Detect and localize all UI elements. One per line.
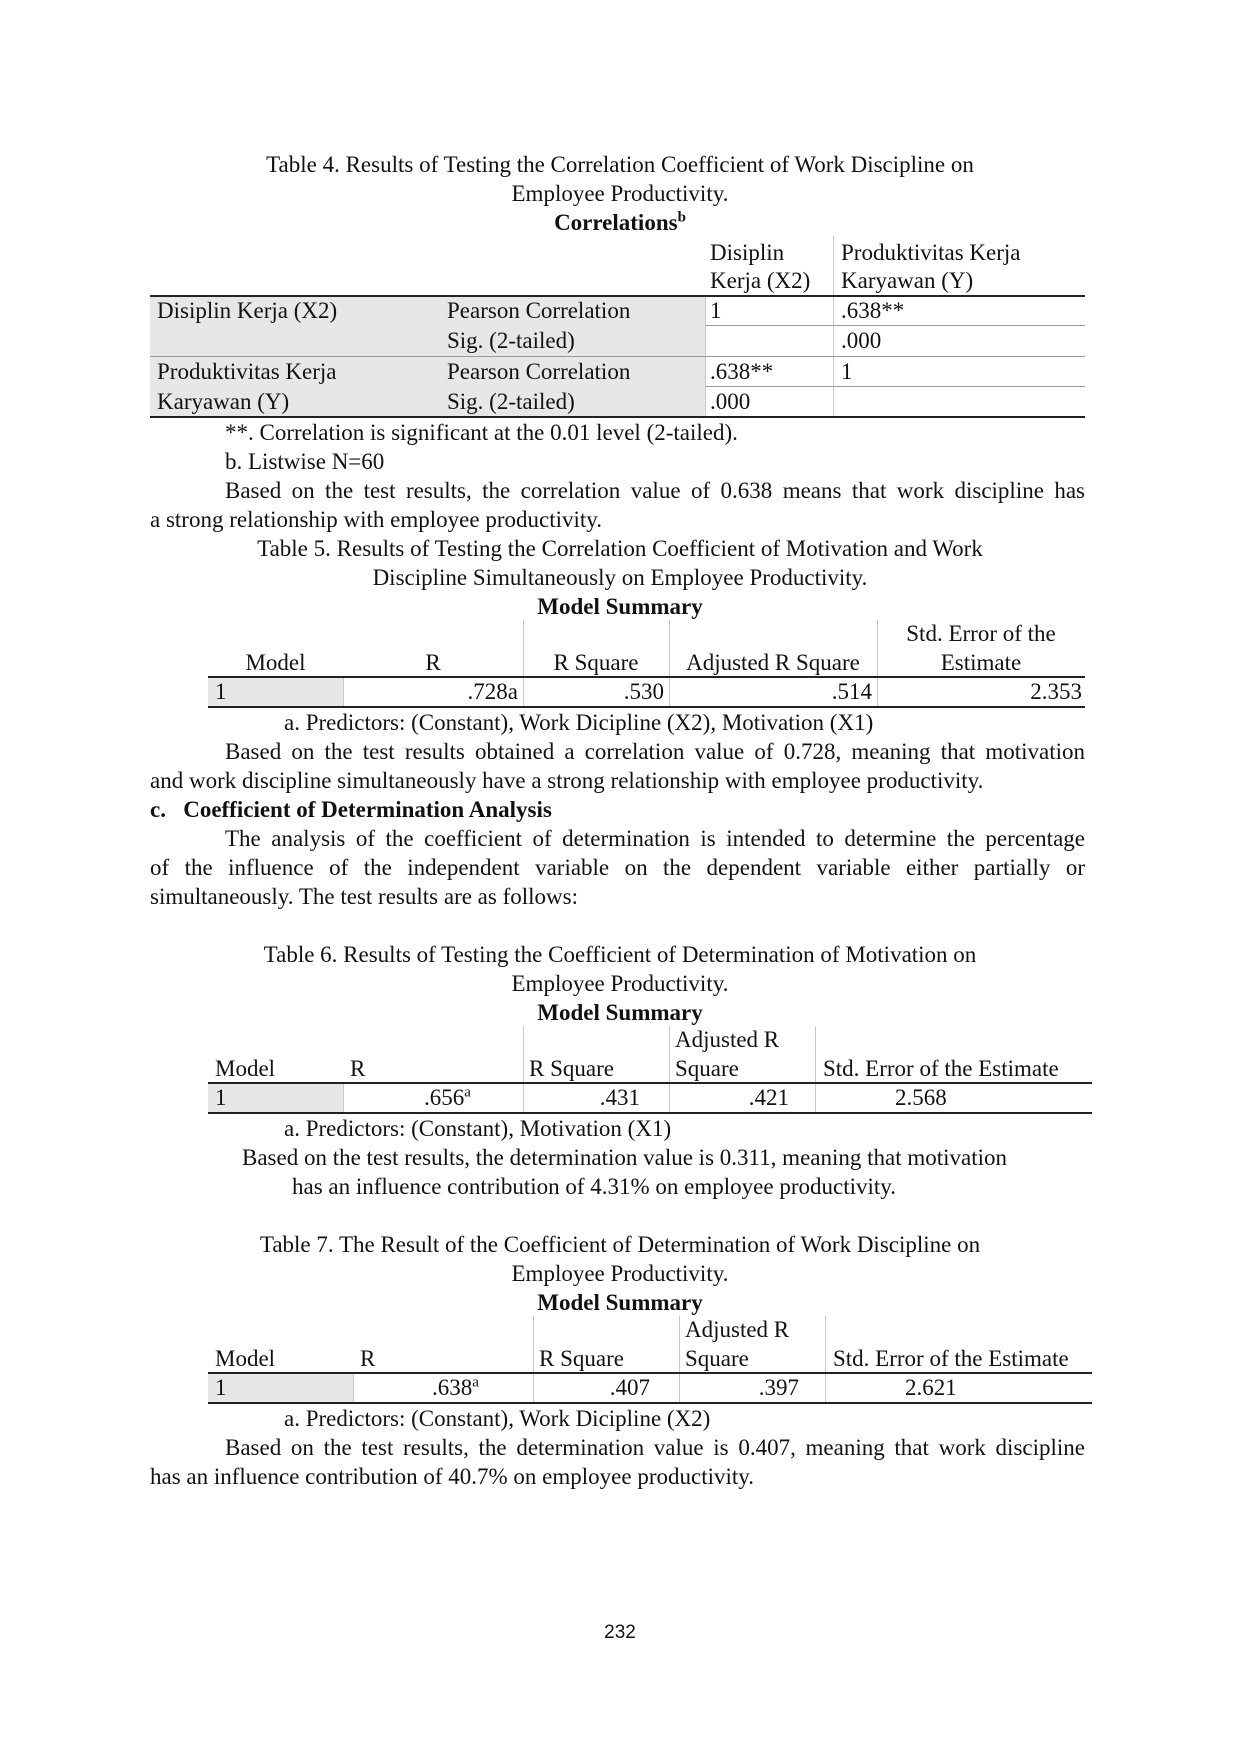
table7-model: 1 (215, 1375, 227, 1400)
table4-row2-sig-label: Sig. (2-tailed) (447, 389, 575, 414)
table5-header-rsquare: R Square (553, 650, 639, 675)
table4-r2-pearson-y: 1 (841, 359, 853, 384)
table6-model: 1 (215, 1085, 227, 1110)
table4-col-y-line2: Karyawan (Y) (841, 268, 974, 293)
table7-header-adjusted-line2: Square (685, 1346, 749, 1371)
table7-col-divider (353, 1373, 354, 1402)
table4-r1-pearson-y: .638** (841, 298, 905, 323)
table6-model-shade (208, 1083, 343, 1112)
page-number: 232 (604, 1622, 636, 1643)
table5-model: 1 (215, 679, 227, 704)
para1-line2: a strong relationship with employee productivity. (150, 507, 603, 532)
table4-r2-sig-x2: .000 (710, 389, 751, 414)
table4-col-divider (705, 297, 706, 417)
table4-row1-pearson-label: Pearson Correlation (447, 298, 631, 323)
table5-header-std-line2: Estimate (940, 650, 1022, 675)
table6-caption-line1: Table 6. Results of Testing the Coefficient of Determination of Motivation on (263, 942, 977, 967)
table7-std: 2.621 (905, 1375, 957, 1400)
table6-header-rsquare: R Square (529, 1056, 614, 1081)
para3-line2: has an influence contribution of 4.31% on employee productivity. (292, 1174, 897, 1199)
table4-title: Correlations$^b$ (554, 209, 686, 235)
table5-title: Model Summary (537, 594, 703, 619)
table7-header-r: R (360, 1346, 376, 1371)
table6-header-adjusted-line1: Adjusted R (675, 1027, 780, 1052)
table4-col-x2-line1: Disiplin (710, 240, 785, 265)
table7-caption-line2: Employee Productivity. (511, 1261, 729, 1286)
table6-header-adjusted-line2: Square (675, 1056, 739, 1081)
table6-header-r: R (350, 1056, 366, 1081)
table7-title: Model Summary (537, 1290, 703, 1315)
table4-col-x2-line2: Kerja (X2) (710, 268, 811, 293)
table7-header-rsquare: R Square (539, 1346, 624, 1371)
table6-header-std: Std. Error of the Estimate (823, 1056, 1059, 1081)
table4-row2-label-line2: Karyawan (Y) (157, 389, 290, 414)
table4-note-significance: **. Correlation is significant at the 0.01 level (2-tailed). (225, 420, 738, 445)
table6-top-rule (208, 1082, 1092, 1084)
para4-line1: Based on the test results, the determination value is 0.407, meaning that work discipline (225, 1435, 1085, 1460)
table4-row1-label: Disiplin Kerja (X2) (157, 298, 338, 323)
table7-adjusted: .397 (758, 1375, 799, 1400)
table6-col-divider (343, 1083, 344, 1112)
table6-col-divider (815, 1026, 816, 1112)
table4-r2-pearson-x2: .638** (710, 359, 774, 384)
table5-rsquare: .530 (623, 679, 664, 704)
section-c-line2: of the influence of the independent variable on the dependent variable either partially or (150, 855, 1085, 880)
table5-adjusted: .514 (831, 679, 872, 704)
table4-row1-sig-label: Sig. (2-tailed) (447, 328, 575, 353)
table5-model-shade (208, 677, 343, 706)
table7-caption-line1: Table 7. The Result of the Coefficient of Determination of Work Discipline on (259, 1232, 981, 1257)
table7-model-shade (208, 1373, 353, 1402)
table6-r: .656$^a$ (424, 1084, 471, 1110)
para1-line1: Based on the test results, the correlation value of 0.638 means that work discipline has (225, 478, 1085, 503)
table4-r1-pearson-x2: 1 (710, 298, 722, 323)
table7-r: .638$^a$ (432, 1374, 479, 1400)
para3-line1: Based on the test results, the determination value is 0.311, meaning that motivation (242, 1145, 1008, 1170)
table6-title: Model Summary (537, 1000, 703, 1025)
table7-col-divider (825, 1316, 826, 1402)
table5-header-adjusted: Adjusted R Square (686, 650, 860, 675)
section-c-line3: simultaneously. The test results are as follows: (150, 884, 578, 909)
table4-caption-line2: Employee Productivity. (511, 181, 729, 206)
table5-header-r: R (425, 650, 441, 675)
table4-row2-pearson-label: Pearson Correlation (447, 359, 631, 384)
table4-row-rule (705, 325, 1085, 326)
table4-caption-line1: Table 4. Results of Testing the Correlation Coefficient of Work Discipline on (266, 152, 974, 177)
table5-r: .728a (467, 679, 518, 704)
table7-top-rule (208, 1372, 1092, 1374)
section-c-heading: c. Coefficient of Determination Analysis (150, 797, 552, 822)
table7-header-std: Std. Error of the Estimate (833, 1346, 1069, 1371)
table4-row2-label-line1: Produktivitas Kerja (157, 359, 337, 384)
table5-header-model: Model (245, 650, 306, 675)
table7-note: a. Predictors: (Constant), Work Dicipline (X2) (284, 1406, 711, 1431)
para2-line1: Based on the test results obtained a correlation value of 0.728, meaning that motivation (225, 739, 1085, 764)
table4-r1-sig-y: .000 (841, 328, 882, 353)
table4-note-listwise: b. Listwise N=60 (225, 449, 385, 474)
table5-note: a. Predictors: (Constant), Work Dicipline (X2), Motivation (X1) (284, 710, 874, 735)
para4-line2: has an influence contribution of 40.7% on employee productivity. (150, 1464, 755, 1489)
para2-line2: and work discipline simultaneously have a strong relationship with employee productivity. (150, 768, 984, 793)
table5-std: 2.353 (1030, 679, 1082, 704)
table6-header-model: Model (215, 1056, 276, 1081)
table6-std: 2.568 (895, 1085, 947, 1110)
table6-adjusted: .421 (748, 1085, 789, 1110)
table6-caption-line2: Employee Productivity. (511, 971, 729, 996)
table5-header-std-line1: Std. Error of the (906, 621, 1056, 646)
table5-caption-line2: Discipline Simultaneously on Employee Productivity. (372, 565, 868, 590)
table4-row-rule (705, 386, 1085, 387)
table4-col-y-line1: Produktivitas Kerja (841, 240, 1021, 265)
table6-rsquare: .431 (599, 1085, 640, 1110)
table7-rsquare: .407 (609, 1375, 650, 1400)
table4-col-divider (833, 236, 834, 416)
table6-note: a. Predictors: (Constant), Motivation (X1) (284, 1116, 672, 1141)
table7-header-adjusted-line1: Adjusted R (685, 1317, 790, 1342)
table5-caption-line1: Table 5. Results of Testing the Correlation Coefficient of Motivation and Work (257, 536, 983, 561)
table7-header-model: Model (215, 1346, 276, 1371)
section-c-line1: The analysis of the coefficient of determination is intended to determine the percentage (225, 826, 1085, 851)
